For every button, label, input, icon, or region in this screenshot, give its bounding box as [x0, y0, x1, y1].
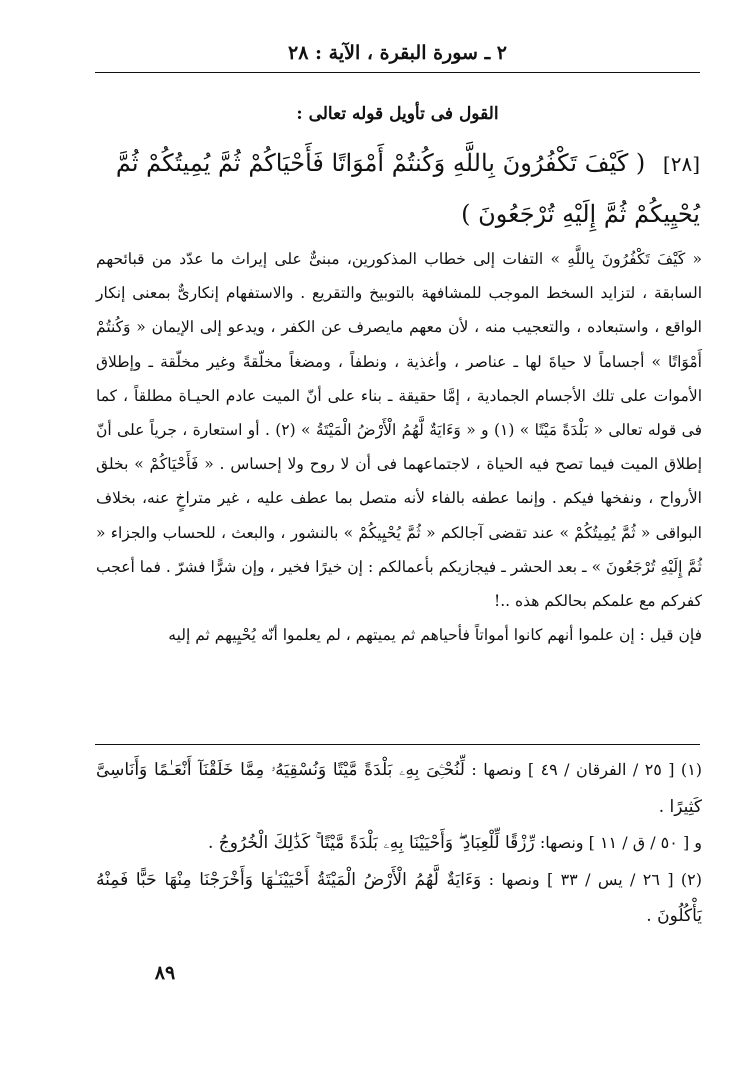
footnote-quote: لِّنُحْـِۧىَ بِهِۦ بَلْدَةً مَّيْتًا وَنُسْقِيَهُۥ مِمَّا خَلَقْنَآ أَنْعَـٰمًا وَأَنَاسِىَّ كَثِيرًا .: [96, 760, 702, 817]
verse-number: [٢٨]: [662, 152, 700, 176]
commentary-body: [96, 242, 702, 652]
footnote-reference: (٢) [ ٢٦ / يس / ٣٣ ] ونصها :: [488, 869, 703, 889]
quran-verse: [95, 138, 700, 239]
footnote-reference: و [ ٥٠ / ق / ١١ ] ونصها:: [539, 833, 702, 852]
verse-text: ( كَيْفَ تَكْفُرُونَ بِاللَّهِ وَكُنتُمْ أَمْوَاتًا فَأَحْيَاكُمْ ثُمَّ يُمِيتُكُمْ ثُمَّ يُحْيِيكُمْ ثُمَّ إِلَيْهِ تُرْجَعُونَ ): [115, 149, 700, 228]
footnote-reference: (١) [ ٢٥ / الفرقان / ٤٩ ] ونصها :: [471, 760, 703, 779]
commentary-paragraph: فإن قيل : إن علموا أنهم كانوا أمواتاً فأحياهم ثم يميتهم ، لم يعلموا أنّه يُحْيِيهم ثم إليه: [168, 626, 702, 645]
page-number: ٨٩: [154, 962, 176, 984]
footnote-rule: [95, 744, 700, 745]
section-title: القول فى تأويل قوله تعالى :: [296, 104, 499, 124]
header-rule: [95, 72, 700, 73]
footnotes: [96, 752, 702, 935]
footnote-1b: [96, 825, 702, 862]
footnote-1: [96, 752, 702, 825]
running-header: ٢ ـ سورة البقرة ، الآية : ٢٨: [288, 42, 507, 64]
footnote-2: [96, 862, 702, 935]
footnote-quote: وَءَايَةٌ لَّهُمُ الْأَرْضُ الْمَيْتَةُ أَحْيَيْنَـٰهَا وَأَخْرَجْنَا مِنْهَا حَبًّا فَمِنْهُ يَأْكُلُونَ .: [96, 869, 702, 926]
footnote-quote: رِّزْقًا لِّلْعِبَادِ ۖ وَأَحْيَيْنَا بِهِۦ بَلْدَةً مَّيْتًا ۚ كَذَٰلِكَ الْخُرُوجُ .: [207, 833, 535, 853]
commentary-paragraph: « كَيْفَ تَكْفُرُونَ بِاللَّهِ » التفات إلى خطاب المذكورين، مبنىٌّ على إيراث ما عدّد من قبائحهم السابقة ، لتزايد السخط الموجب للمشافهة بالتوبيخ والتقريع . والاستفهام إنكارىٌّ بمعنى إنكار الواقع ، واستبعاده ، والتعجيب منه ، لأن معهم مايصرف عن الكفر ، ويدعو إلى الإيمان « وَكُنتُمْ أَمْوَاتًا » أجساماً لا حياةَ لها ـ عناصر ، وأغذية ، ونطفاً ، ومضغاً مخلّقةً وغير مخلّقة ـ وإطلاق الأموات على تلك الأجسام الجمادية ، إمَّا حقيقة ـ بناء على أنّ الميت عادم الحيـاة مطلقاً ، كما فى قوله تعالى « بَلْدَةً مَيْتًا » (١) و « وَءَايَةٌ لَّهُمُ الْأَرْضُ الْمَيْتَةُ » (٢) . أو استعارة ، جرياً على أنّ إطلاق الميت فيما تصح فيه الحياة ، لاجتماعهما فى أن لا روح ولا إحساس . « فَأَحْيَاكُمْ » بخلق الأرواح ، ونفخها فيكم . وإنما عطفه بالفاء لأنه متصل بما عطف عليه ، غير متراخٍ عنه، بخلاف البواقى « ثُمَّ يُمِيتُكُمْ » عند تقضى آجالكم « ثُمَّ يُحْيِيكُمْ » بالنشور ، والبعث ، للحساب والجزاء « ثُمَّ إِلَيْهِ تُرْجَعُونَ » ـ بعد الحشر ـ فيجازيكم بأعمالكم : إن خيرًا فخير ، وإن شرًّا فشرّ . فما أعجب كفركم مع علمكم بحالكم هذه ..!: [96, 250, 702, 611]
